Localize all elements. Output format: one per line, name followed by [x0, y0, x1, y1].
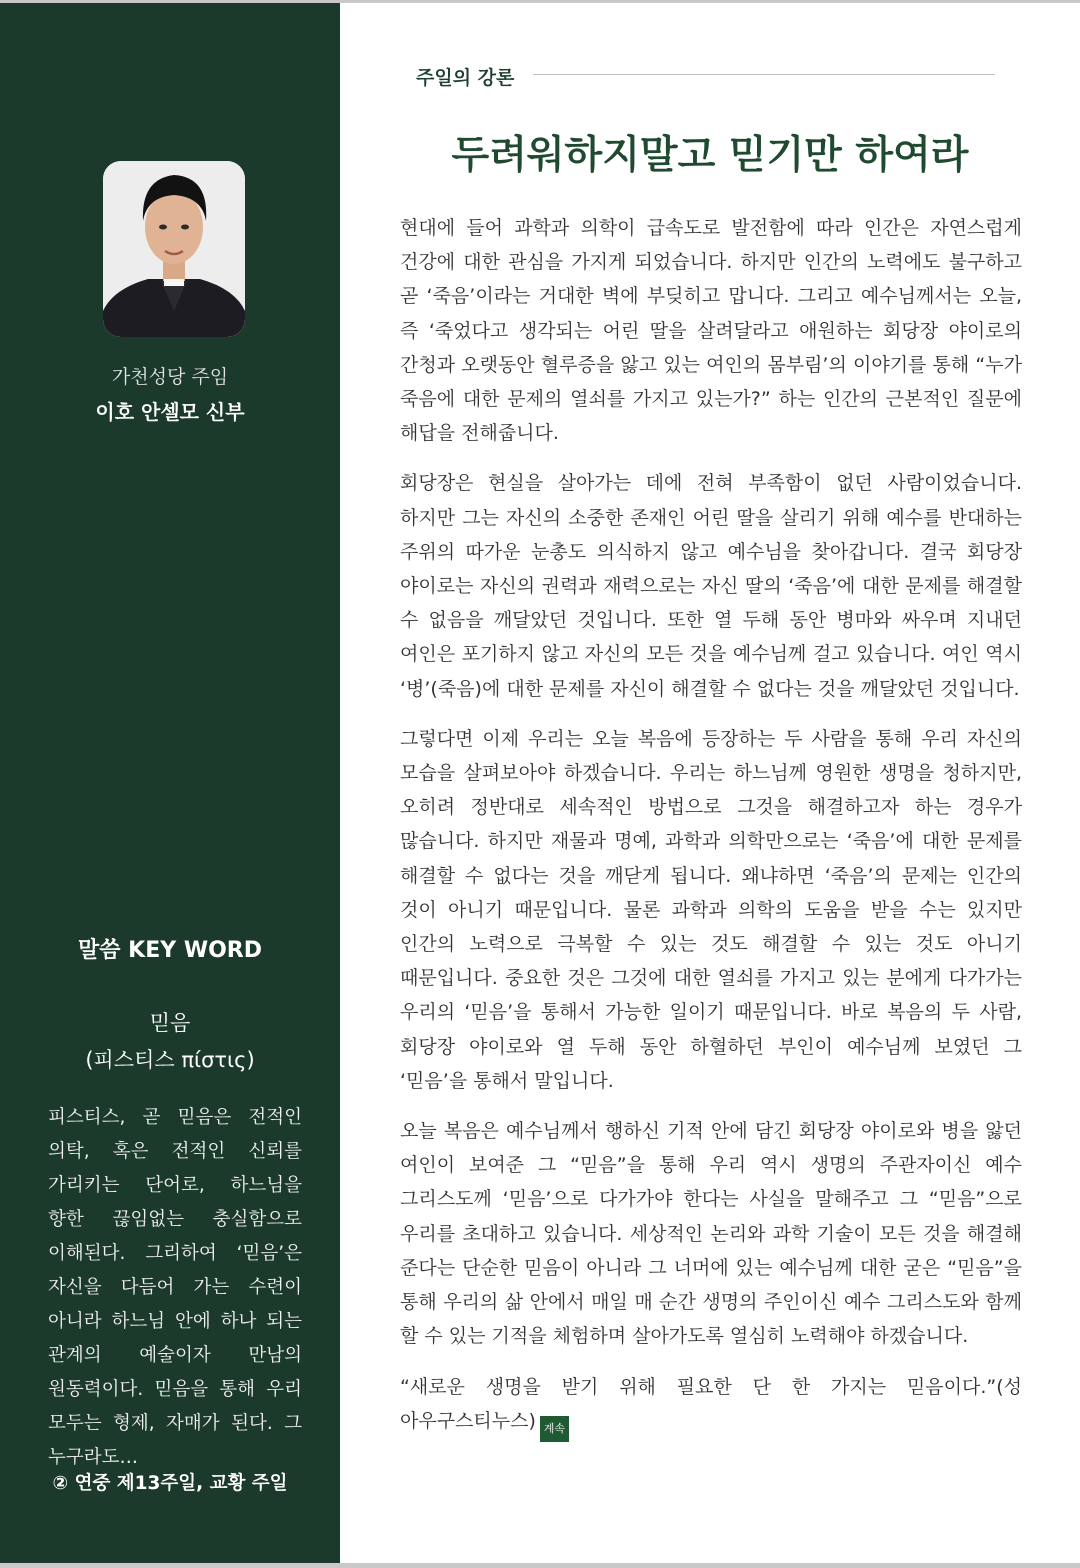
author-role: 가천성당 주임 [111, 366, 229, 388]
closing-quote-text: “새로운 생명을 받기 위해 필요한 단 한 가지는 믿음이다.”(성 아우구스티누스) [400, 1375, 1022, 1432]
homily-paragraph: 오늘 복음은 예수님께서 행하신 기적 안에 담긴 회당장 야이로와 병을 앓던 여인이 보여준 그 “믿음”을 통해 우리 역시 생명의 주관자이신 예수 그리스도께 ‘믿음’으로 다가가야 한다는 사실을 말해주고 그 “믿음”으로 우리를 초대하고 있습니다. 세상적인 논리와 과학 기술이 모든 것을 해결해 준다는 단순한 믿음이 아니라 그 너머에 있는 예수님께 대한 굳은 “믿음”을 통해 우리의 삶 안에서 매일 매 순간 생명의 주인이신 예수 그리스도와 함께 할 수 있는 기적을 체험하며 살아가도록 열심히 노력해야 하겠습니다. [400, 1120, 1022, 1348]
section-label: 주일의 강론 [416, 67, 515, 89]
liturgical-sunday: ② 연중 제13주일, 교황 주일 [52, 1473, 288, 1494]
page [0, 3, 1080, 1563]
section-divider [533, 74, 995, 75]
keyword-heading: 말씀 KEY WORD [77, 938, 262, 963]
author-portrait-illustration [103, 161, 245, 337]
homily-paragraph: 현대에 들어 과학과 의학이 급속도로 발전함에 따라 인간은 자연스럽게 건강에 대한 관심을 가지게 되었습니다. 하지만 인간의 노력에도 불구하고 곧 ‘죽음’이라는 거대한 벽에 부딪히고 맙니다. 그리고 예수님께서는 오늘, 즉 ‘죽었다고 생각되는 어린 딸을 살려달라고 애원하는 회당장 야이로의 간청과 오랫동안 혈루증을 앓고 있는 여인의 몸부림’의 이야기를 통해 “누가 죽음에 대한 문제의 열쇠를 가지고 있는가?” 하는 인간의 근본적인 질문에 해답을 전해줍니다. [400, 217, 1022, 445]
homily-title: 두려워하지말고 믿기만 하여라 [451, 132, 969, 178]
author-photo [103, 161, 245, 337]
keyword-definition: 피스티스, 곧 믿음은 전적인 의탁, 혹은 전적인 신뢰를 가리키는 단어로, 하느님을 향한 끊임없는 충실함으로 이해된다. 그리하여 ‘믿음’은 자신을 다듬어 가는 수련이 아니라 하느님 안에 하나 되는 관계의 예술이자 만남의 원동력이다. 믿음을 통해 우리 모두는 형제, 자매가 된다. 그 누구라도… [48, 1107, 302, 1468]
sidebar [0, 3, 340, 1563]
homily-paragraph: 회당장은 현실을 살아가는 데에 전혀 부족함이 없던 사람이었습니다. 하지만 그는 자신의 소중한 존재인 어린 딸을 살리기 위해 예수를 반대하는 주위의 따가운 눈총도 의식하지 않고 예수님을 찾아갑니다. 결국 회당장 야이로는 자신의 권력과 재력으로는 자신 딸의 ‘죽음’에 대한 문제를 해결할 수 없음을 깨달았던 것입니다. 또한 열 두해 동안 병마와 싸우며 지내던 여인은 포기하지 않고 자신의 모든 것을 예수님께 걸고 있습니다. 여인 역시 ‘병’(죽음)에 대한 문제를 자신이 해결할 수 없다는 것을 깨달았던 것입니다. [400, 472, 1022, 700]
author-name: 이호 안셀모 신부 [95, 400, 245, 424]
keyword-term: 믿음 [149, 1011, 191, 1035]
closing-quote [400, 1370, 1022, 1442]
homily-body [400, 211, 1022, 1458]
end-mark-stamp: 계속 [540, 1416, 569, 1442]
homily-paragraph: 그렇다면 이제 우리는 오늘 복음에 등장하는 두 사람을 통해 우리 자신의 모습을 살펴보아야 하겠습니다. 우리는 하느님께 영원한 생명을 청하지만, 오히려 정반대로 세속적인 방법으로 그것을 해결하고자 하는 경우가 많습니다. 하지만 재물과 명예, 과학과 의학만으로는 ‘죽음’에 대한 문제를 해결할 수 없다는 것을 깨닫게 됩니다. 왜냐하면 ‘죽음’의 문제는 인간의 것이 아니기 때문입니다. 물론 과학과 의학의 도움을 받을 수는 있지만 인간의 노력으로 극복할 수 있는 것도 해결할 수 있는 것도 아니기 때문입니다. 중요한 것은 그것에 대한 열쇠를 가지고 있는 분에게 다가가는 우리의 ‘믿음’을 통해서 가능한 일이기 때문입니다. 바로 복음의 두 사람, 회당장 야이로와 열 두해 동안 하혈하던 부인이 예수님께 보였던 그 ‘믿음’을 통해서 말입니다. [400, 727, 1022, 1092]
keyword-transliteration: (피스티스 πίστις) [85, 1048, 255, 1072]
